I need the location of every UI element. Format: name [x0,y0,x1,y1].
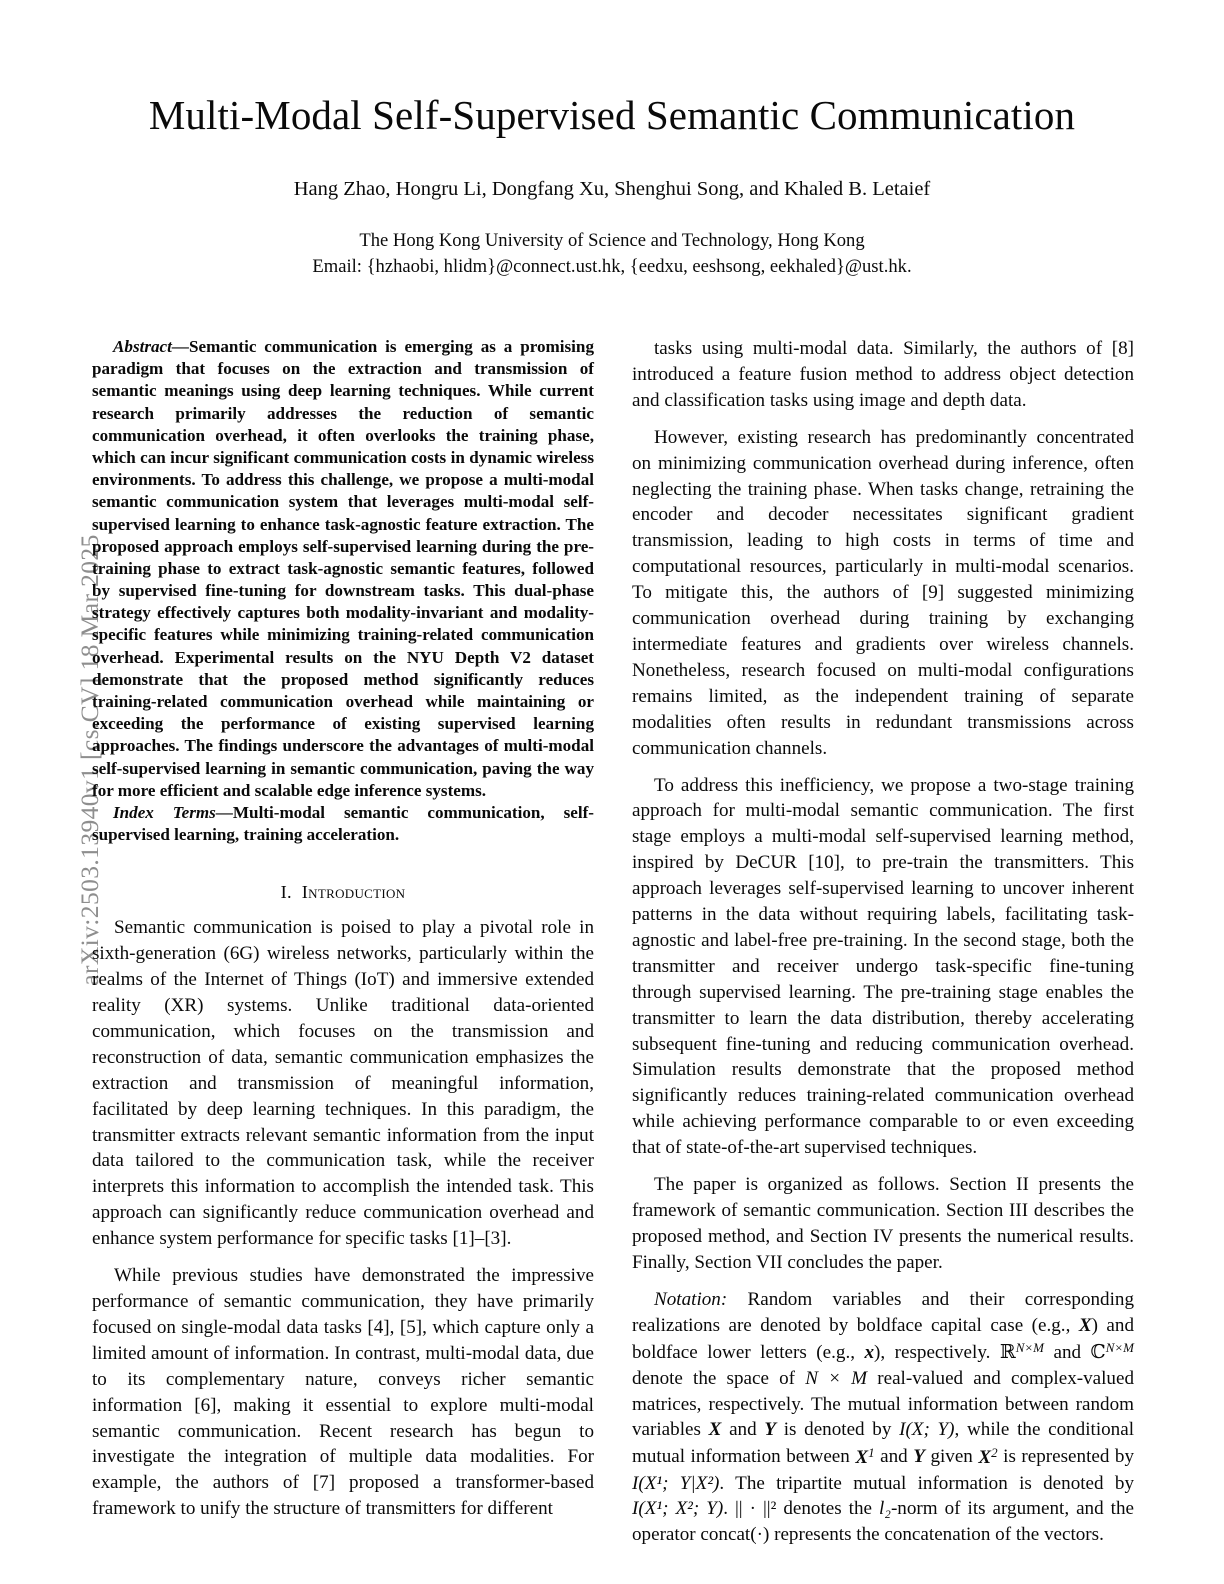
email-line: Email: {hzhaobi, hlidm}@connect.ust.hk, {eedxu, eeshsong, eekhaled}@ust.hk. [312,256,912,278]
notation-text-9: , while the conditional mutual information between [632,1419,1135,1468]
title-block [92,88,1132,281]
notation-text-12: is represented by [1003,1446,1135,1468]
symbol-bold-Y2: Y [913,1446,925,1468]
notation-text-4: and [1053,1341,1082,1363]
paragraph: To address this inefficiency, we propose a two-stage training approach for multi-modal semantic communication. The first stage employs a multi-modal self-supervised learning method, inspired by DeCUR [10], to pre-train the transmitters. This approach leverages self-supervised learning to uncover inherent patterns in the data without requiring labels, facilitating task-agnostic and label-free pre-training. In the second stage, both the transmitter and receiver undergo task-specific fine-tuning through supervised learning. The pre-training stage enables the transmitter to learn the data distribution, thereby accelerating subsequent fine-tuning and reducing communication overhead. Simulation results demonstrate that the proposed method significantly reduces training-related communication overhead while achieving performance comparable to or even exceeding that of state-of-the-art supervised techniques. [632,774,1134,1159]
notation-text-16: -norm of its argument, and the operator [632,1498,1134,1546]
symbol-bold-X2b: X [978,1446,992,1468]
notation-text-10: and [880,1446,908,1468]
paragraph: The paper is organized as follows. Section II presents the framework of semantic communication. Section III describes the proposed method, and Section IV presents the numerical results. Finally, Section VII concludes the paper. [632,1174,1134,1273]
paragraph: Semantic communication is poised to play a pivotal role in sixth-generation (6G) wireless networks, particularly within the realms of the Internet of Things (IoT) and immersive extended reality (XR) systems. Unlike traditional data-oriented communication, which focuses on the transmission and reconstruction of data, semantic communication emphasizes the extraction and transmission of meaningful information, facilitated by deep learning techniques. In this paradigm, the transmitter extracts relevant semantic information from the input data tailored to the communication task, while the receiver interprets this information to accomplish the intended task. This approach can significantly reduce communication overhead and enhance system performance for specific tasks [1]–[3]. [92,917,594,1250]
symbol-bold-x: x [864,1341,875,1363]
index-terms-paragraph [92,802,594,846]
abstract-paragraph [92,336,594,802]
notation-text-6: real-valued and complex-valued matrices, respectively. The mutual information between random variables [632,1367,1134,1441]
symbol-bold-X1: X [855,1446,869,1468]
arxiv-stamp [0,0,104,1584]
notation-text-2: ) and boldface lower letters (e.g., [632,1314,1134,1363]
page-title: Multi-Modal Self-Supervised Semantic Communication [148,92,1076,138]
symbol-X1-superscript: 1 [868,1444,875,1460]
notation-text-13: . The tripartite mutual information is denoted by [719,1472,1134,1494]
notation-text-5: denote the space of [632,1367,796,1389]
notation-text-8: is denoted by [783,1419,892,1441]
symbol-complex-set: ℂ [1090,1339,1106,1363]
symbol-mutual-information: I(X; Y) [899,1419,955,1441]
column-left [92,336,594,1522]
paragraph: However, existing research has predominantly concentrated on minimizing communication overhead during inference, often neglecting the training phase. When tasks change, retraining the encoder and decoder necessitates significant gradient transmission, leading to high costs in terms of time and computational resources, particularly in multi-modal scenarios. To mitigate this, the authors of [9] suggested minimizing communication overhead during training by exchanging intermediate features and gradients over wireless channels. Nonetheless, research focused on multi-modal configurations remains limited, as the independent training of separate modalities often results in redundant transmissions across communication channels. [632,426,1134,759]
arxiv-stamp-text: arXiv:2503.13940v1 [cs.CV] 18 Mar 2025 [75,534,104,986]
symbol-norm: || · ||² [734,1498,777,1520]
notation-text-17: represents the concatenation of the vectors. [774,1524,1104,1546]
abstract-label: Abstract— [113,337,189,356]
affiliation: The Hong Kong University of Science and Technology, Hong Kong [359,229,865,251]
abstract-text: Semantic communication is emerging as a promising paradigm that focuses on the extraction and transmission of semantic meanings using deep learning techniques. While current research primarily addresses the reduction of semantic communication overhead, it often overlooks the training phase, which can incur significant communication costs in dynamic wireless environments. To address this challenge, we propose a multi-modal semantic communication system that leverages multi-modal self-supervised learning to enhance task-agnostic feature extraction. The proposed approach employs self-supervised learning during the pre-training phase to extract task-agnostic semantic features, followed by supervised fine-tuning for downstream tasks. This dual-phase strategy effectively captures both modality-invariant and modality-specific features while minimizing training-related communication overhead. Experimental results on the NYU Depth V2 dataset demonstrate that the proposed method significantly reduces training-related communication overhead while maintaining or exceeding the performance of existing supervised learning approaches. The findings underscore the advantages of multi-modal self-supervised learning in semantic communication, paving the way for more efficient and scalable edge inference systems. [92,337,594,800]
index-terms-text: Multi-modal semantic communication, self-supervised learning, training acceleration. [92,802,594,845]
section-numeral: I. [280,882,292,903]
symbol-concat-operator: concat(·) [700,1524,770,1546]
section-title: Introduction [301,882,406,903]
paragraph: tasks using multi-modal data. Similarly, the authors of [8] introduced a feature fusion method to address object detection and classification tasks using image and depth data. [632,338,1134,411]
notation-text-3: ), respectively. [874,1341,991,1363]
symbol-real-exponent: N×M [1015,1339,1044,1355]
notation-text-1: Random variables and their corresponding realizations are denoted by boldface capital case (e.g., [632,1288,1134,1336]
paragraph: While previous studies have demonstrated the impressive performance of semantic communication, they have primarily focused on single-modal data tasks [4], [5], which capture only a limited amount of information. In contrast, multi-modal data, due to its complementary nature, conveys richer semantic information [6], making it essential to explore multi-modal semantic communication. Recent research has begun to investigate the integration of multiple data modalities. For example, the authors of [7] proposed a transformer-based framework to unify the structure of transmitters for different [92,1265,594,1520]
notation-text-14: . [723,1498,728,1520]
notation-label: Notation: [654,1288,728,1310]
symbol-conditional-mutual-information: I(X¹; Y|X²) [632,1472,720,1494]
body-columns [92,336,1135,1546]
notation-paragraph [632,1287,1134,1549]
notation-text-15: denotes the [783,1498,872,1520]
notation-text-7: and [729,1419,757,1441]
symbol-bold-X: X [1078,1314,1092,1336]
column-right [632,336,1134,1548]
section-heading-introduction [92,882,594,903]
symbol-real-set: ℝ [999,1339,1016,1363]
symbol-complex-exponent: N×M [1105,1339,1134,1355]
index-terms-label: Index Terms— [113,802,233,822]
symbol-bold-Y: Y [764,1419,777,1441]
author-list: Hang Zhao, Hongru Li, Dongfang Xu, Shenghui Song, and Khaled B. Letaief [293,178,931,201]
symbol-N-by-M: N × M [805,1367,868,1389]
symbol-bold-X2: X [708,1419,722,1441]
notation-text-11: given [930,1446,973,1468]
symbol-X2-superscript: 2 [991,1444,998,1460]
symbol-tripartite-mutual-information: I(X¹; X²; Y) [632,1498,724,1520]
symbol-l2: l₂ [879,1498,891,1520]
